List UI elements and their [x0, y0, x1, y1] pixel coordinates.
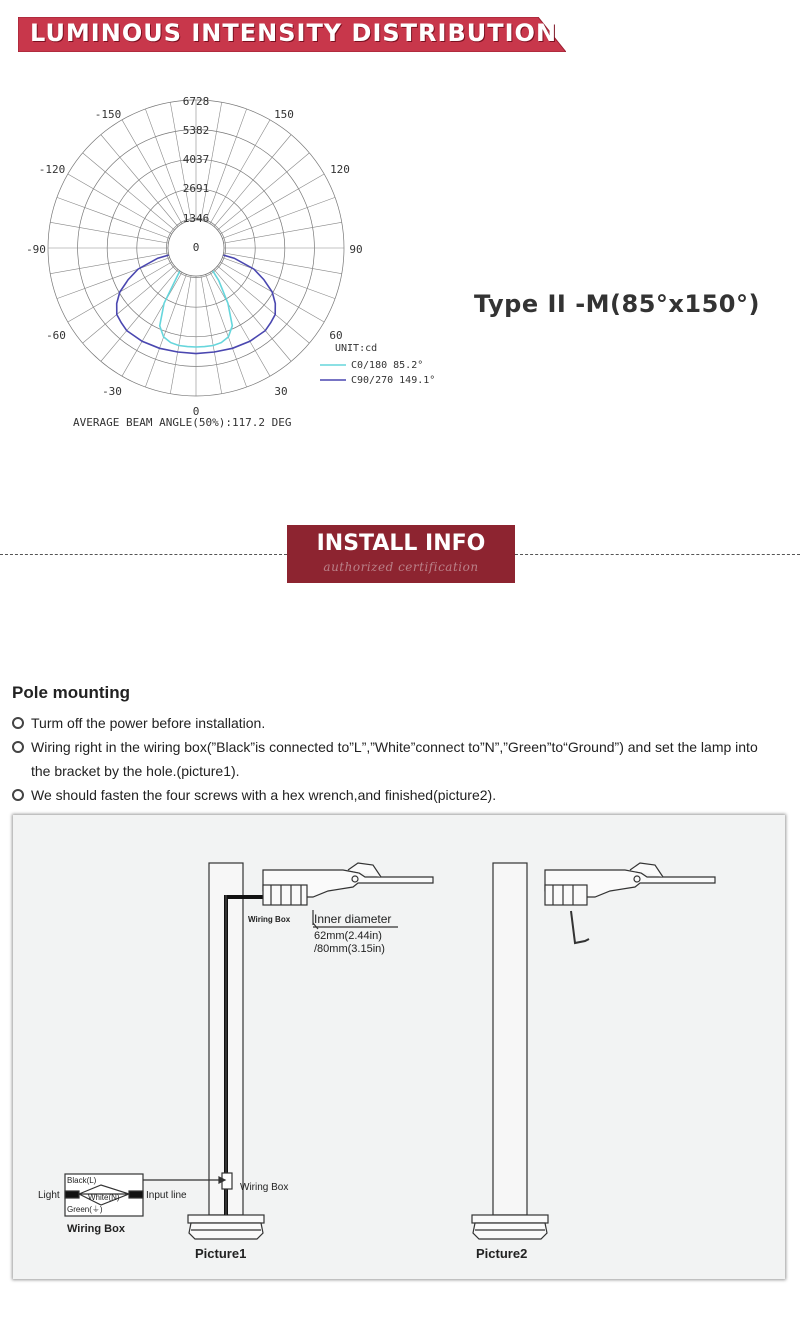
- label-size-62mm: 62mm(2.44in): [314, 930, 382, 942]
- label-inner-diameter: Inner diameter: [314, 912, 392, 926]
- list-item-text: Turm off the power before installation.: [31, 715, 266, 731]
- angle-label-neg150: -150: [94, 108, 122, 121]
- install-title: INSTALL INFO: [316, 531, 486, 556]
- list-item-continuation: [12, 759, 792, 783]
- radial-tick-2691: 2691: [182, 182, 210, 195]
- radial-tick-5382: 5382: [182, 124, 210, 137]
- list-item: [12, 783, 792, 807]
- label-wiring-box-top: Wiring Box: [248, 915, 291, 924]
- pole-picture2: [472, 863, 548, 1239]
- label-white: White(N): [88, 1193, 120, 1202]
- radial-tick-4037: 4037: [182, 153, 210, 166]
- list-item-text: Wiring right in the wiring box(”Black”is connected to”L”,”White”connect to”N”,”Green”to“Ground”) and set the lamp into: [31, 739, 758, 755]
- legend-label-c90-270: C90/270 149.1°: [351, 375, 436, 386]
- list-item-text: the bracket by the hole.(picture1).: [31, 763, 240, 779]
- angle-label-150: 150: [274, 108, 294, 121]
- bullet-circle-icon: [12, 717, 24, 729]
- angle-label-neg30: -30: [102, 385, 122, 398]
- angle-label-120: 120: [330, 163, 350, 176]
- caption-wiring-box: Wiring Box: [67, 1223, 125, 1235]
- install-diagram: [13, 815, 785, 1279]
- install-diagram-panel: [13, 815, 785, 1279]
- angle-label-neg120: -120: [38, 163, 66, 176]
- label-light: Light: [38, 1190, 60, 1201]
- angle-label-0: 0: [192, 405, 200, 418]
- angle-label-neg90: -90: [26, 243, 46, 256]
- divider-left: [0, 554, 287, 555]
- label-input-line: Input line: [146, 1190, 187, 1201]
- caption-picture1: Picture1: [195, 1246, 247, 1261]
- beam-angle-footer: AVERAGE BEAM ANGLE(50%):117.2 DEG: [73, 416, 292, 429]
- list-item: [12, 711, 792, 735]
- angle-label-90: 90: [349, 243, 363, 256]
- radial-tick-6728: 6728: [182, 95, 210, 108]
- label-wiring-box-mid: Wiring Box: [240, 1182, 289, 1193]
- banner-title: LUMINOUS INTENSITY DISTRIBUTION: [30, 19, 558, 47]
- bullet-circle-icon: [12, 789, 24, 801]
- legend-label-c0-180: C0/180 85.2°: [351, 360, 424, 371]
- label-size-80mm: /80mm(3.15in): [314, 943, 385, 955]
- divider-right: [515, 554, 800, 555]
- angle-label-60: 60: [329, 329, 343, 342]
- caption-picture2: Picture2: [476, 1246, 528, 1261]
- type-label: Type II -M(85°x150°): [474, 290, 760, 318]
- pole-mounting-title: Pole mounting: [12, 683, 131, 702]
- angle-label-30: 30: [274, 385, 288, 398]
- label-green: Green(⏚): [67, 1205, 103, 1214]
- label-black: Black(L): [67, 1176, 97, 1185]
- radial-tick-0: 0: [192, 241, 200, 254]
- bullet-circle-icon: [12, 741, 24, 753]
- hex-wrench-icon: [571, 911, 589, 943]
- lamp-picture1: [263, 863, 433, 905]
- angle-label-neg60: -60: [46, 329, 66, 342]
- polar-chart: [0, 80, 470, 440]
- unit-label: UNIT:cd: [335, 343, 378, 354]
- install-info-badge: [287, 525, 515, 583]
- lamp-picture2: [545, 863, 715, 905]
- list-item: [12, 735, 792, 759]
- list-item-text: We should fasten the four screws with a hex wrench,and finished(picture2).: [31, 787, 497, 803]
- radial-tick-1346: 1346: [182, 212, 210, 225]
- install-subtitle: authorized certification: [323, 560, 479, 574]
